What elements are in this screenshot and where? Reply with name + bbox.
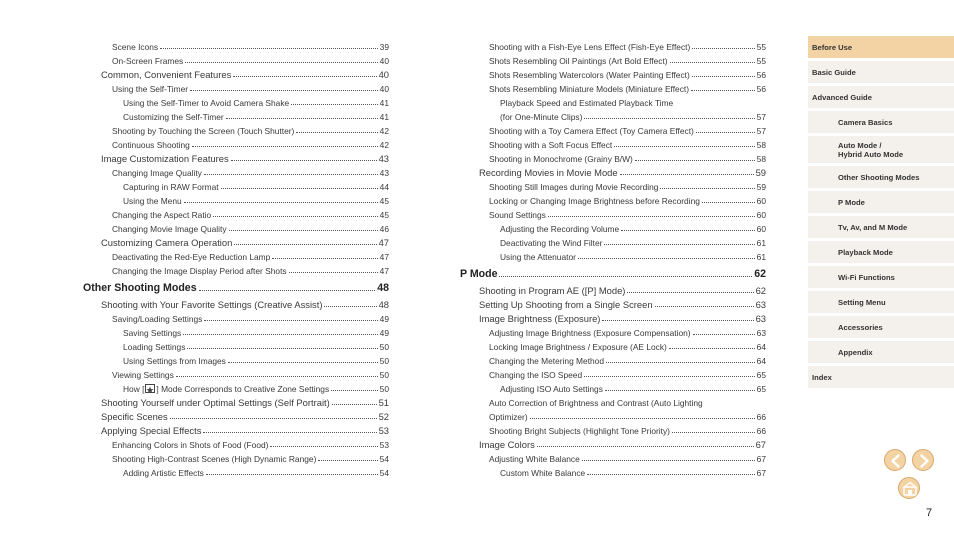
dot-leader: [584, 118, 754, 119]
toc-entry-title: Common, Convenient Features: [101, 69, 232, 80]
dot-leader: [234, 244, 376, 245]
dot-leader: [537, 446, 754, 447]
auto-mode-icon: [145, 384, 155, 393]
toc-entry[interactable]: [460, 220, 766, 234]
sidebar-item-label: Camera Basics: [838, 117, 893, 127]
dot-leader: [606, 362, 755, 363]
dot-leader: [604, 244, 754, 245]
toc-entry-page: 64: [756, 355, 766, 366]
toc-entry[interactable]: [82, 422, 389, 436]
toc-entry-page: 62: [755, 284, 766, 296]
toc-entry-title: Using Settings from Images: [123, 355, 226, 366]
sidebar-item-p-mode[interactable]: [808, 191, 954, 213]
toc-entry[interactable]: [82, 352, 389, 366]
toc-entry-title: Loading Settings: [123, 341, 186, 352]
toc-entry[interactable]: [82, 108, 389, 122]
dot-leader: [199, 290, 376, 291]
sidebar-item-other-shooting-modes[interactable]: [808, 166, 954, 188]
toc-entry-page: 63: [755, 312, 766, 324]
toc-entry-page: 43: [379, 168, 389, 178]
toc-entry-page: 58: [756, 140, 766, 150]
toc-entry-title: Recording Movies in Movie Mode: [479, 167, 618, 178]
toc-entry-title: Shots Resembling Watercolors (Water Painting Effect): [489, 70, 690, 80]
toc-entry-page: 45: [379, 210, 389, 220]
sidebar-item-label: Setting Menu: [838, 297, 886, 307]
toc-entry-title: Deactivating the Wind Filter: [500, 238, 603, 248]
dot-leader: [530, 418, 755, 419]
dot-leader: [233, 76, 376, 77]
toc-entry-page: 48: [378, 298, 389, 310]
toc-entry[interactable]: [460, 80, 766, 94]
sidebar-item-before-use[interactable]: [808, 36, 954, 58]
dot-leader: [213, 216, 378, 217]
toc-entry[interactable]: [82, 192, 389, 206]
toc-entry-title: Changing the Metering Method: [489, 355, 604, 366]
toc-entry-page: 58: [756, 154, 766, 164]
toc-entry-title: Adjusting Image Brightness (Exposure Compensation): [489, 327, 691, 338]
toc-entry-page: 64: [756, 341, 766, 352]
toc-entry-page: 67: [755, 438, 766, 450]
toc-entry[interactable]: [460, 408, 766, 422]
toc-entry-page: 65: [756, 383, 766, 394]
toc-entry-title: Adjusting White Balance: [489, 453, 580, 464]
dot-leader: [578, 258, 755, 259]
toc-entry-title: Capturing in RAW Format: [123, 182, 219, 192]
toc-entry-page: 39: [379, 42, 389, 52]
toc-entry-title: Shooting with a Fish-Eye Lens Effect (Fish-Eye Effect): [489, 42, 691, 52]
toc-entry[interactable]: [460, 310, 766, 324]
dot-leader: [190, 90, 378, 91]
dot-leader: [693, 334, 755, 335]
toc-entry-title: Deactivating the Red-Eye Reduction Lamp: [112, 252, 271, 262]
sidebar-item-label: Index: [812, 372, 832, 382]
toc-entry-page: 48: [377, 281, 389, 294]
dot-leader: [692, 76, 755, 77]
toc-entry-page: 52: [378, 410, 389, 422]
toc-entry[interactable]: [82, 324, 389, 338]
toc-entry-title: Enhancing Colors in Shots of Food (Food): [112, 439, 269, 450]
dot-leader: [672, 432, 755, 433]
home-icon: [899, 478, 921, 500]
toc-entry-title: Shots Resembling Miniature Models (Miniature Effect): [489, 84, 689, 94]
toc-entry[interactable]: [82, 150, 389, 164]
toc-entry-title: Shots Resembling Oil Paintings (Art Bold Effect): [489, 56, 668, 66]
toc-entry[interactable]: [82, 80, 389, 94]
dot-leader: [272, 258, 377, 259]
dot-leader: [226, 118, 378, 119]
toc-entry[interactable]: [82, 122, 389, 136]
toc-entry-page: 56: [756, 70, 766, 80]
sidebar-item-advanced-guide[interactable]: [808, 86, 954, 108]
toc-entry-title: Using the Self-Timer to Avoid Camera Shake: [123, 98, 290, 108]
toc-entry[interactable]: [82, 366, 389, 380]
dot-leader: [696, 132, 755, 133]
toc-entry-page: 56: [756, 84, 766, 94]
dot-leader: [702, 202, 755, 203]
toc-entry-page: 40: [379, 84, 389, 94]
toc-entry[interactable]: [460, 338, 766, 352]
toc-entry[interactable]: [460, 436, 766, 450]
dot-leader: [635, 160, 755, 161]
toc-entry-title: Changing the Image Display Period after Shots: [112, 266, 287, 276]
toc-entry-page: 41: [379, 112, 389, 122]
dot-leader: [582, 460, 755, 461]
sidebar-item-label: Advanced Guide: [812, 92, 872, 102]
toc-entry-title: Saving/Loading Settings: [112, 313, 203, 324]
toc-entry[interactable]: [460, 422, 766, 436]
dot-leader: [229, 230, 378, 231]
dot-leader: [627, 292, 753, 293]
toc-entry[interactable]: [460, 282, 766, 296]
page-number: 7: [926, 507, 933, 519]
toc-entry-title: Adding Artistic Effects: [123, 467, 204, 478]
toc-entry-title: Shooting Yourself under Optimal Settings (Self Portrait): [101, 396, 330, 408]
toc-entry-page: 40: [379, 56, 389, 66]
toc-entry-page: 50: [379, 383, 389, 394]
toc-entry-page: 57: [756, 112, 766, 122]
toc-entry-title: Changing Image Quality: [112, 168, 202, 178]
dot-leader: [206, 474, 378, 475]
sidebar-item-label: Before Use: [812, 42, 853, 52]
toc-entry[interactable]: [460, 394, 766, 408]
toc-entry[interactable]: [460, 122, 766, 136]
toc-entry-page: 50: [379, 355, 389, 366]
toc-entry-title: Using the Attenuator: [500, 252, 576, 262]
dot-leader: [203, 432, 376, 433]
toc-entry[interactable]: [82, 178, 389, 192]
toc-entry-page: 67: [756, 467, 766, 478]
toc-entry-page: 50: [379, 341, 389, 352]
toc-entry-page: 50: [379, 369, 389, 380]
previous-page-button[interactable]: [884, 449, 906, 471]
sidebar-item-index[interactable]: [808, 366, 954, 388]
toc-entry[interactable]: [460, 178, 766, 192]
toc-entry-page: 43: [378, 153, 389, 164]
toc-entry[interactable]: [82, 234, 389, 248]
dot-leader: [183, 334, 377, 335]
dot-leader: [499, 276, 752, 277]
toc-entry-title: Auto Correction of Brightness and Contrast (Auto Lighting: [489, 397, 703, 408]
toc-entry-title: Sound Settings: [489, 210, 546, 220]
dot-leader: [584, 376, 755, 377]
toc-entry[interactable]: [460, 296, 766, 310]
sidebar-item-camera-basics[interactable]: [808, 111, 954, 133]
home-button[interactable]: [898, 477, 920, 499]
dot-leader: [160, 48, 378, 49]
toc-entry[interactable]: [82, 380, 389, 394]
toc-entry[interactable]: [82, 262, 389, 276]
sidebar-item-wi-fi-functions[interactable]: [808, 266, 954, 288]
toc-entry-page: 42: [379, 126, 389, 136]
dot-leader: [231, 160, 377, 161]
sidebar-item-label: Playback Mode: [838, 247, 893, 257]
toc-entry-page: 49: [379, 313, 389, 324]
toc-entry[interactable]: [82, 52, 389, 66]
toc-entry[interactable]: [82, 220, 389, 234]
toc-entry[interactable]: [82, 206, 389, 220]
toc-entry[interactable]: [82, 310, 389, 324]
toc-entry-page: 55: [756, 42, 766, 52]
toc-entry-page: 41: [379, 98, 389, 108]
dot-leader: [692, 48, 754, 49]
toc-entry-page: 53: [378, 424, 389, 436]
toc-entry[interactable]: [82, 436, 389, 450]
toc-entry-page: 62: [754, 267, 766, 280]
toc-entry-title: Shooting High-Contrast Scenes (High Dynamic Range): [112, 453, 317, 464]
toc-entry[interactable]: [460, 108, 766, 122]
toc-entry-title: Shooting by Touching the Screen (Touch Shutter): [112, 126, 295, 136]
toc-entry[interactable]: [82, 464, 389, 478]
toc-entry-title: Using the Self-Timer: [112, 84, 189, 94]
toc-chapter-entry[interactable]: [82, 277, 389, 294]
toc-entry[interactable]: [460, 450, 766, 464]
toc-entry[interactable]: [82, 164, 389, 178]
dot-leader: [621, 230, 754, 231]
toc-entry-title: On-Screen Frames: [112, 56, 184, 66]
toc-entry-title: (for One-Minute Clips): [500, 112, 583, 122]
dot-leader: [176, 376, 378, 377]
dot-leader: [228, 362, 378, 363]
dot-leader: [184, 202, 378, 203]
toc-entry-page: 59: [756, 182, 766, 192]
toc-entry-title: Playback Speed and Estimated Playback Time: [500, 98, 674, 108]
toc-entry-title: Adjusting ISO Auto Settings: [500, 383, 603, 394]
sidebar-item-basic-guide[interactable]: [808, 61, 954, 83]
dot-leader: [587, 474, 754, 475]
sidebar-item-playback-mode[interactable]: [808, 241, 954, 263]
toc-entry-title: Scene Icons: [112, 42, 159, 52]
toc-entry[interactable]: [82, 450, 389, 464]
toc-entry-title: Shooting with Your Favorite Settings (Creative Assist): [101, 298, 323, 310]
dot-leader: [620, 174, 754, 175]
toc-entry-title: How [ ] Mode Corresponds to Creative Zone Settings: [123, 383, 330, 394]
toc-entry-title: Changing the ISO Speed: [489, 369, 583, 380]
dot-leader: [204, 320, 377, 321]
toc-entry[interactable]: [82, 248, 389, 262]
sidebar-item-label: Tv, Av, and M Mode: [838, 222, 908, 232]
toc-entry-title: Image Colors: [479, 438, 535, 450]
toc-entry-title: Adjusting the Recording Volume: [500, 224, 620, 234]
dot-leader: [221, 188, 378, 189]
dot-leader: [324, 306, 376, 307]
dot-leader: [204, 174, 378, 175]
toc-entry-title: Image Brightness (Exposure): [479, 312, 601, 324]
toc-entry-page: 60: [756, 224, 766, 234]
toc-entry-title: Shooting Still Images during Movie Recording: [489, 182, 659, 192]
dot-leader: [296, 132, 377, 133]
arrow-right-icon: [913, 450, 935, 472]
toc-entry[interactable]: [82, 296, 389, 310]
toc-entry-page: 54: [379, 453, 389, 464]
toc-entry[interactable]: [82, 408, 389, 422]
toc-entry[interactable]: [82, 136, 389, 150]
dot-leader: [170, 418, 377, 419]
dot-leader: [331, 390, 378, 391]
sidebar-item-label-line2: Hybrid Auto Mode: [838, 149, 904, 159]
toc-entry-title: Changing the Aspect Ratio: [112, 210, 212, 220]
toc-entry-page: 66: [756, 425, 766, 436]
toc-entry[interactable]: [82, 38, 389, 52]
toc-entry[interactable]: [460, 380, 766, 394]
toc-entry-title: Shooting with a Soft Focus Effect: [489, 140, 613, 150]
toc-entry-page: 67: [756, 453, 766, 464]
toc-entry[interactable]: [460, 66, 766, 80]
toc-entry-page: 63: [756, 327, 766, 338]
chapter-sidebar: [808, 36, 954, 391]
toc-entry-title: Customizing the Self-Timer: [123, 112, 224, 122]
toc-entry[interactable]: [460, 136, 766, 150]
sidebar-item-label: Wi-Fi Functions: [838, 272, 895, 282]
toc-entry-title: Custom White Balance: [500, 467, 586, 478]
toc-entry-title: Shooting in Monochrome (Grainy B/W): [489, 154, 633, 164]
toc-entry-title: Viewing Settings: [112, 369, 174, 380]
sidebar-item-setting-menu[interactable]: [808, 291, 954, 313]
toc-entry-page: 60: [756, 196, 766, 206]
toc-entry[interactable]: [460, 324, 766, 338]
dot-leader: [655, 306, 754, 307]
toc-entry-page: 40: [378, 69, 389, 80]
toc-entry[interactable]: [460, 164, 766, 178]
toc-right-column: [460, 38, 766, 478]
toc-entry-title: Locking or Changing Image Brightness before Recording: [489, 196, 700, 206]
dot-leader: [669, 348, 755, 349]
toc-entry[interactable]: [82, 338, 389, 352]
next-page-button[interactable]: [912, 449, 934, 471]
toc-entry-title: Continuous Shooting: [112, 140, 190, 150]
sidebar-item-appendix[interactable]: [808, 341, 954, 363]
dot-leader: [548, 216, 755, 217]
toc-entry-page: 53: [379, 439, 389, 450]
toc-entry[interactable]: [460, 52, 766, 66]
toc-entry[interactable]: [82, 394, 389, 408]
toc-entry-title: Using the Menu: [123, 196, 182, 206]
toc-entry[interactable]: [460, 464, 766, 478]
dot-leader: [614, 146, 754, 147]
dot-leader: [602, 320, 753, 321]
toc-entry-page: 66: [756, 411, 766, 422]
toc-entry-page: 55: [756, 56, 766, 66]
sidebar-item-tv-av-and-m-mode[interactable]: [808, 216, 954, 238]
dot-leader: [289, 272, 378, 273]
toc-entry-title: P Mode: [460, 267, 498, 280]
dot-leader: [605, 390, 755, 391]
toc-entry-page: 65: [756, 369, 766, 380]
dot-leader: [660, 188, 754, 189]
toc-entry-page: 44: [379, 182, 389, 192]
dot-leader: [691, 90, 755, 91]
toc-entry-page: 57: [756, 126, 766, 136]
toc-entry-title: Saving Settings: [123, 327, 182, 338]
toc-entry[interactable]: [460, 38, 766, 52]
toc-entry[interactable]: [460, 150, 766, 164]
sidebar-item-label: Appendix: [838, 347, 873, 357]
toc-entry[interactable]: [460, 234, 766, 248]
toc-entry-page: 42: [379, 140, 389, 150]
toc-entry[interactable]: [82, 66, 389, 80]
toc-entry-title: Customizing Camera Operation: [101, 237, 233, 248]
sidebar-item-label: Auto Mode /: [838, 140, 882, 150]
dot-leader: [332, 404, 377, 405]
toc-entry-title: Specific Scenes: [101, 410, 168, 422]
toc-entry-page: 51: [378, 396, 389, 408]
sidebar-item-auto-mode[interactable]: [808, 136, 954, 163]
toc-entry-title: Shooting Bright Subjects (Highlight Tone Priority): [489, 425, 670, 436]
toc-entry-page: 49: [379, 327, 389, 338]
sidebar-item-label: P Mode: [838, 197, 865, 207]
toc-entry-page: 61: [756, 252, 766, 262]
toc-entry-page: 63: [755, 298, 766, 310]
sidebar-item-label: Accessories: [838, 322, 883, 332]
toc-entry-page: 47: [379, 252, 389, 262]
toc-entry-page: 47: [378, 237, 389, 248]
toc-entry-page: 45: [379, 196, 389, 206]
toc-entry-page: 46: [379, 224, 389, 234]
sidebar-item-label: Other Shooting Modes: [838, 172, 920, 182]
toc-entry[interactable]: [460, 94, 766, 108]
dot-leader: [185, 62, 377, 63]
sidebar-item-label: Basic Guide: [812, 67, 856, 77]
toc-entry-title: Shooting in Program AE ([P] Mode): [479, 284, 626, 296]
dot-leader: [318, 460, 377, 461]
toc-entry[interactable]: [460, 192, 766, 206]
dot-leader: [192, 146, 378, 147]
toc-entry[interactable]: [460, 248, 766, 262]
toc-entry[interactable]: [460, 352, 766, 366]
page-navigation: [884, 449, 936, 501]
toc-entry-page: 60: [756, 210, 766, 220]
sidebar-item-accessories[interactable]: [808, 316, 954, 338]
dot-leader: [670, 62, 755, 63]
toc-entry-page: 59: [755, 167, 766, 178]
toc-chapter-entry[interactable]: [460, 263, 766, 280]
dot-leader: [187, 348, 377, 349]
dot-leader: [291, 104, 377, 105]
toc-entry-title: Shooting with a Toy Camera Effect (Toy Camera Effect): [489, 126, 694, 136]
toc-entry-page: 47: [379, 266, 389, 276]
toc-entry[interactable]: [460, 206, 766, 220]
toc-entry-page: 54: [379, 467, 389, 478]
dot-leader: [270, 446, 377, 447]
arrow-left-icon: [885, 450, 907, 472]
toc-entry-title: Locking Image Brightness / Exposure (AE Lock): [489, 341, 667, 352]
toc-entry[interactable]: [82, 94, 389, 108]
toc-entry-title: Applying Special Effects: [101, 424, 202, 436]
toc-entry[interactable]: [460, 366, 766, 380]
toc-entry-page: 61: [756, 238, 766, 248]
toc-entry-title: Optimizer): [489, 411, 528, 422]
toc-entry-title: Image Customization Features: [101, 153, 229, 164]
toc-left-column: [82, 38, 389, 478]
toc-entry-title: Other Shooting Modes: [83, 281, 197, 294]
toc-entry-title: Changing Movie Image Quality: [112, 224, 227, 234]
toc-entry-title: Setting Up Shooting from a Single Screen: [479, 298, 653, 310]
